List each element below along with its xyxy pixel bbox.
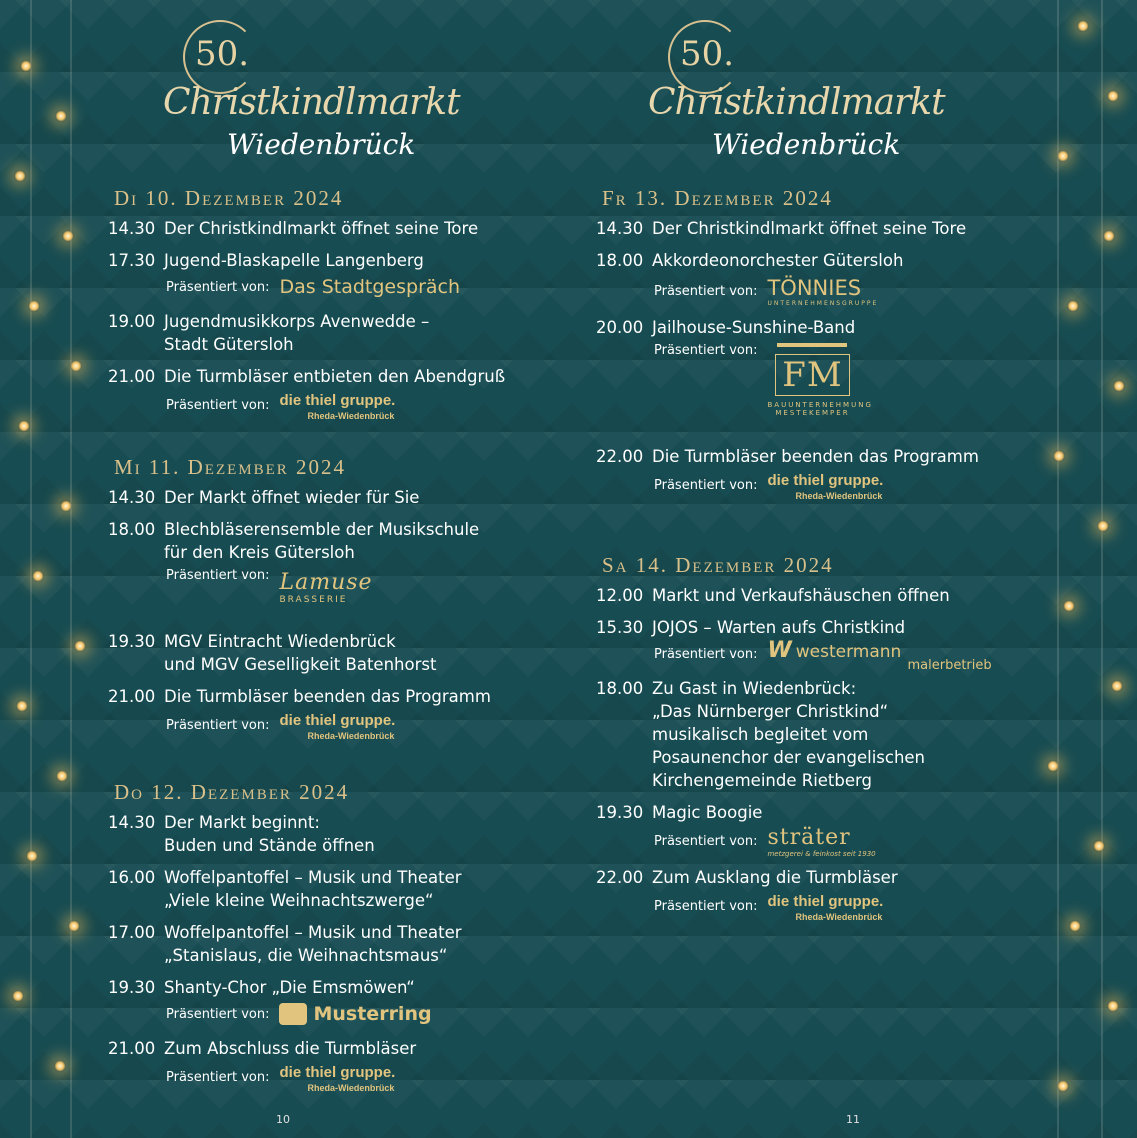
westermann-logo — [767, 637, 992, 673]
mestekemper-mark: FM — [775, 354, 849, 396]
event-title: MGV Eintracht Wiedenbrück und MGV Geselligkeit Batenhorst — [164, 632, 437, 674]
thiel-city: Rheda-Wiedenbrück — [795, 911, 883, 922]
fairy-lights-left — [0, 0, 120, 1138]
sponsor-label: Präsentiert von: — [654, 898, 758, 914]
sponsor — [166, 711, 568, 741]
sponsor — [654, 637, 1016, 673]
event-time: 14.30 — [108, 219, 156, 238]
event-title: Zum Ausklang die Turmbläser — [652, 868, 898, 887]
thiel-city: Rheda-Wiedenbrück — [307, 1082, 395, 1093]
event-time: 15.30 — [596, 618, 644, 637]
event-title: Der Christkindlmarkt öffnet seine Tore — [164, 219, 479, 238]
event-row — [108, 1037, 568, 1060]
logo-number: 50. — [195, 34, 250, 74]
event-row — [108, 976, 568, 999]
event-row — [108, 811, 568, 857]
event-row — [108, 866, 568, 912]
sponsor — [654, 892, 1016, 922]
event-title: Blechbläserensemble der Musikschule für den Kreis Gütersloh — [164, 520, 480, 562]
straeter-sub: metzgerei & feinkost seit 1930 — [767, 849, 876, 858]
day-title: Fr 13. Dezember 2024 — [602, 186, 833, 210]
event-time: 19.30 — [108, 632, 156, 651]
thiel-name: die thiel gruppe. — [767, 892, 884, 910]
toennies-sub: UNTERNEHMENSGRUPPE — [767, 299, 879, 307]
event-title: Shanty-Chor „Die Emsmöwen“ — [164, 978, 415, 997]
event-row — [596, 801, 1016, 824]
event-title: Woffelpantoffel – Musik und Theater „Stanislaus, die Weihnachtsmaus“ — [164, 923, 462, 965]
event-title: Die Turmbläser entbieten den Abendgruß — [164, 367, 506, 386]
event-row — [108, 310, 568, 356]
event-time: 18.00 — [596, 251, 644, 270]
thiel-name: die thiel gruppe. — [767, 471, 884, 489]
event-title: Zu Gast in Wiedenbrück: „Das Nürnberger Christkind“ musikalisch begleitet vom Posaunenchor der evangelischen Kirchengemeinde Rietberg — [652, 679, 926, 790]
event-row — [108, 630, 568, 676]
event-title: JOJOS – Warten aufs Christkind — [652, 618, 906, 637]
event-time: 18.00 — [596, 679, 644, 698]
event-row — [596, 445, 1016, 468]
event-row — [596, 677, 1016, 792]
event-row — [596, 616, 1016, 639]
musterring-logo — [279, 1003, 431, 1026]
event-row — [108, 685, 568, 708]
sponsor — [166, 391, 568, 421]
stadtgespraech-logo: Das Stadtgespräch — [279, 276, 461, 298]
event-title: Magic Boogie — [652, 803, 763, 822]
event-time: 19.00 — [108, 312, 156, 331]
event-row — [108, 249, 568, 272]
event-time: 18.00 — [108, 520, 156, 539]
sponsor — [166, 568, 568, 620]
event-title: Jugend-Blaskapelle Langenberg — [164, 251, 424, 270]
lamuse-sub: BRASSERIE — [279, 595, 348, 605]
logo-sub: Wiedenbrück — [227, 128, 416, 161]
event-title: Der Christkindlmarkt öffnet seine Tore — [652, 219, 967, 238]
event-row — [108, 365, 568, 388]
sponsor-label: Präsentiert von: — [654, 283, 758, 299]
event-title: Der Markt öffnet wieder für Sie — [164, 488, 420, 507]
event-title: Markt und Verkaufshäuschen öffnen — [652, 586, 950, 605]
event-row — [596, 584, 1016, 607]
logo-sub: Wiedenbrück — [712, 128, 901, 161]
event-title: Zum Abschluss die Turmbläser — [164, 1039, 417, 1058]
fairy-lights-right — [1017, 0, 1137, 1138]
event-title: Jailhouse-Sunshine-Band — [652, 318, 856, 337]
page-number-left: 10 — [276, 1113, 290, 1126]
sponsor-label: Präsentiert von: — [166, 1069, 270, 1085]
event-row — [596, 866, 1016, 889]
sponsor-label: Präsentiert von: — [654, 343, 758, 358]
event-title: Die Turmbläser beenden das Programm — [652, 447, 979, 466]
westermann-name: westermann — [795, 641, 902, 662]
event-row — [108, 486, 568, 509]
event-time: 22.00 — [596, 447, 644, 466]
day-title: Do 12. Dezember 2024 — [114, 780, 350, 804]
sponsor-label: Präsentiert von: — [654, 477, 758, 493]
event-time: 21.00 — [108, 367, 156, 386]
thiel-name: die thiel gruppe. — [279, 711, 396, 729]
sponsor-label: Präsentiert von: — [166, 1006, 270, 1022]
thiel-name: die thiel gruppe. — [279, 391, 396, 409]
straeter-name: sträter — [767, 824, 851, 850]
westermann-w-icon: W — [767, 637, 792, 663]
event-time: 16.00 — [108, 868, 156, 887]
mestekemper-sub: BAUUNTERNEHMUNG MESTEKEMPER — [767, 401, 873, 417]
day-title: Sa 14. Dezember 2024 — [602, 553, 834, 577]
event-time: 14.30 — [108, 488, 156, 507]
toennies-name: TÖNNIES — [767, 275, 862, 300]
event-time: 14.30 — [596, 219, 644, 238]
thiel-logo — [767, 472, 883, 499]
sponsor — [654, 343, 1016, 435]
mestekemper-bar — [777, 343, 847, 347]
sponsor-label: Präsentiert von: — [166, 717, 270, 733]
logo-number: 50. — [680, 34, 735, 74]
event-row — [108, 217, 568, 240]
event-time: 21.00 — [108, 687, 156, 706]
event-row — [596, 249, 1016, 272]
day-section — [108, 186, 568, 428]
day-section — [108, 780, 568, 1100]
thiel-logo — [279, 392, 395, 419]
thiel-logo — [279, 712, 395, 739]
sponsor — [654, 471, 1016, 501]
thiel-city: Rheda-Wiedenbrück — [307, 730, 395, 741]
event-time: 20.00 — [596, 318, 644, 337]
day-section — [108, 455, 568, 748]
mestekemper-logo — [767, 343, 873, 417]
thiel-logo — [279, 1064, 395, 1091]
thiel-city: Rheda-Wiedenbrück — [795, 490, 883, 501]
event-time: 17.00 — [108, 923, 156, 942]
event-time: 12.00 — [596, 586, 644, 605]
straeter-logo — [767, 825, 875, 858]
event-time: 14.30 — [108, 813, 156, 832]
toennies-logo — [767, 276, 878, 307]
event-row — [596, 217, 1016, 240]
thiel-city: Rheda-Wiedenbrück — [307, 410, 395, 421]
thiel-name: die thiel gruppe. — [279, 1063, 396, 1081]
westermann-sub: malerbetrieb — [907, 657, 992, 673]
thiel-logo — [767, 893, 883, 920]
sponsor-label: Präsentiert von: — [166, 279, 270, 295]
day-title: Mi 11. Dezember 2024 — [114, 455, 347, 479]
logo-main: Christkindlmarkt — [163, 82, 460, 123]
lamuse-logo — [279, 570, 372, 605]
sponsor — [654, 826, 1016, 856]
sponsor — [654, 276, 1016, 306]
logo-main: Christkindlmarkt — [648, 82, 945, 123]
event-title: Akkordeonorchester Gütersloh — [652, 251, 904, 270]
musterring-name: Musterring — [313, 1002, 432, 1025]
event-row — [596, 316, 1016, 339]
musterring-icon — [279, 1003, 307, 1025]
event-time: 21.00 — [108, 1039, 156, 1058]
sponsor-label: Präsentiert von: — [166, 568, 270, 583]
event-time: 17.30 — [108, 251, 156, 270]
page-number-right: 11 — [846, 1113, 860, 1126]
event-title: Der Markt beginnt: Buden und Stände öffnen — [164, 813, 375, 855]
sponsor — [166, 1001, 568, 1027]
day-title: Di 10. Dezember 2024 — [114, 186, 344, 210]
event-title: Woffelpantoffel – Musik und Theater „Viele kleine Weihnachtszwerge“ — [164, 868, 462, 910]
event-title: Jugendmusikkorps Avenwedde – Stadt Gütersloh — [164, 312, 430, 354]
sponsor-label: Präsentiert von: — [654, 833, 758, 849]
market-logo — [648, 20, 968, 170]
event-time: 19.30 — [596, 803, 644, 822]
event-time: 22.00 — [596, 868, 644, 887]
day-section — [596, 186, 1016, 508]
event-row — [108, 518, 568, 564]
event-title: Die Turmbläser beenden das Programm — [164, 687, 491, 706]
sponsor-label: Präsentiert von: — [654, 646, 758, 662]
sponsor-label: Präsentiert von: — [166, 397, 270, 413]
day-section — [596, 553, 1016, 929]
sponsor — [166, 1063, 568, 1093]
lamuse-name: Lamuse — [279, 570, 373, 595]
sponsor — [166, 274, 568, 300]
event-row — [108, 921, 568, 967]
event-time: 19.30 — [108, 978, 156, 997]
market-logo — [163, 20, 483, 170]
